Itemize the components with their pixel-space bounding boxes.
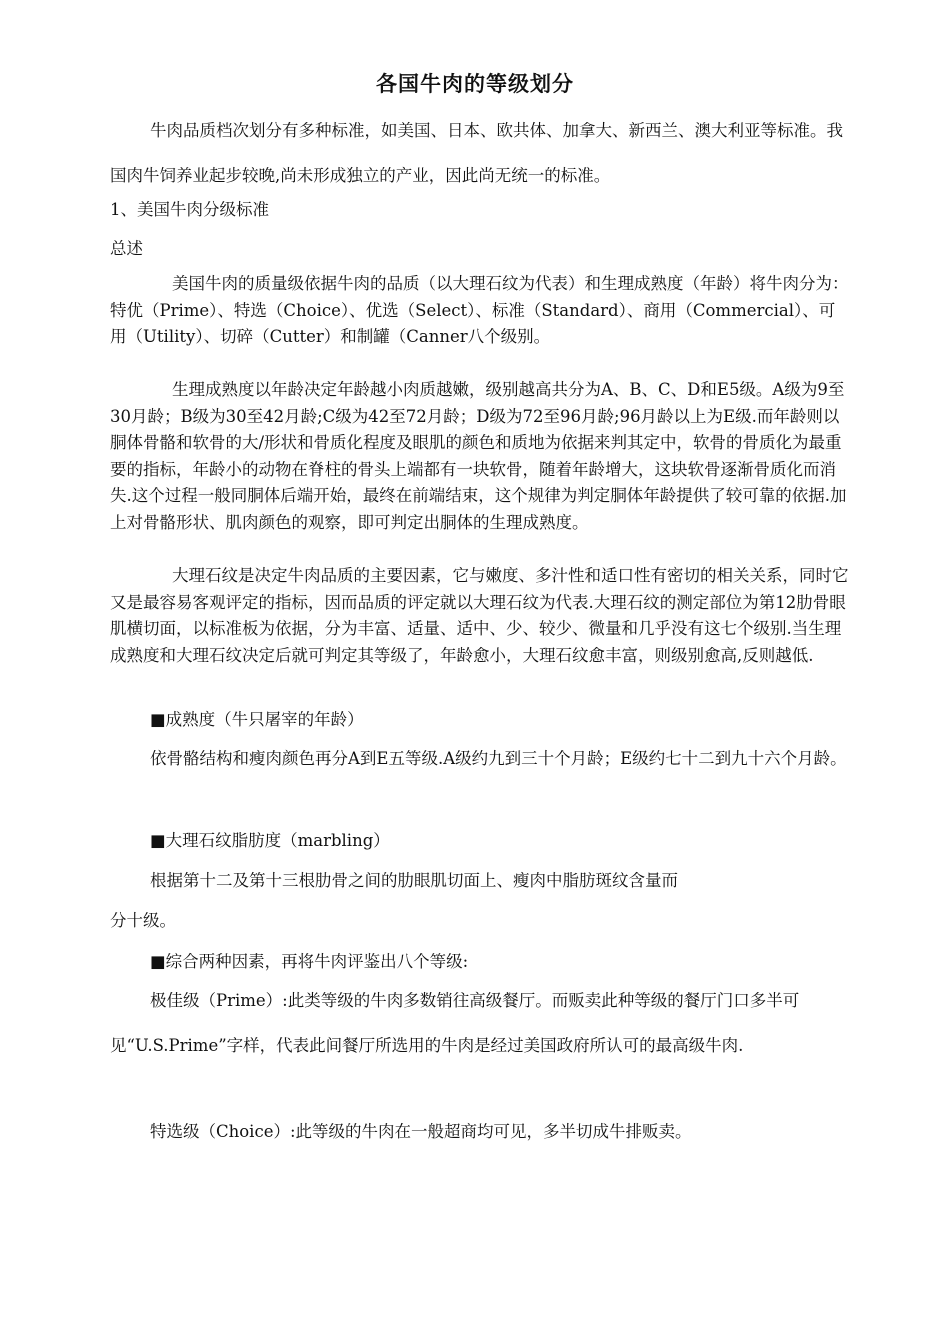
intro-paragraph: 牛肉品质档次划分有多种标准，如美国、日本、欧共体、加拿大、新西兰、澳大利亚等标准。我国肉牛饲养业起步较晚,尚未形成独立的产业，因此尚无统一的标准。	[110, 121, 843, 185]
maturity-detail: 依骨骼结构和瘦肉颜色再分A到E五等级.A级约九到三十个月龄；E级约七十二到九十六个月龄。	[150, 749, 847, 768]
prime-paragraph: 极佳级（Prime）:此类等级的牛肉多数销往高级餐厅。而贩卖此种等级的餐厅门口多半可见“U.S.Prime”字样，代表此间餐厅所选用的牛肉是经过美国政府所认可的最高级牛肉.	[110, 991, 800, 1055]
bullet-maturity: ■成熟度（牛只屠宰的年龄）	[150, 710, 364, 729]
grades-paragraph: 美国牛肉的质量级依据牛肉的品质（以大理石纹为代表）和生理成熟度（年龄）将牛肉分为：特优（Prime）、特选（Choice）、优选（Select）、标准（Standard）、商用（Commercial）、可用（Utility）、切碎（Cutter）和制罐（Canner八个级别。	[110, 274, 849, 346]
maturity-paragraph: 生理成熟度以年龄决定年龄越小肉质越嫩，级别越高共分为A、B、C、D和E5级。A级为9至30月龄；B级为30至42月龄;C级为42至72月龄；D级为72至96月龄;96月龄以上为E级.而年龄则以胴体骨骼和软骨的大/形状和骨质化程度及眼肌的颜色和质地为依据来判其定中，软骨的骨质化为最重要的指标，年龄小的动物在脊柱的骨头上端都有一块软骨，随着年龄增大，这块软骨逐渐骨质化而消失.这个过程一般同胴体后端开始，最终在前端结束，这个规律为判定胴体年龄提供了较可靠的依据.加上对骨骼形状、肌肉颜色的观察，即可判定出胴体的生理成熟度。	[110, 380, 847, 532]
section-heading: 1、美国牛肉分级标准	[110, 200, 269, 219]
marbling-paragraph: 大理石纹是决定牛肉品质的主要因素，它与嫩度、多汁性和适口性有密切的相关关系，同时它又是最容易客观评定的指标，因而品质的评定就以大理石纹为代表.大理石纹的测定部位为第12肋骨眼肌横切面，以标准板为依据，分为丰富、适量、适中、少、较少、微量和几乎没有这七个级别.当生理成熟度和大理石纹决定后就可判定其等级了，年龄愈小，大理石纹愈丰富，则级别愈高,反则越低.	[110, 566, 849, 665]
marbling-detail-line1: 根据第十二及第十三根肋骨之间的肋眼肌切面上、瘦肉中脂肪斑纹含量而	[150, 871, 678, 890]
bullet-marbling: ■大理石纹脂肪度（marbling）	[150, 831, 390, 850]
document-title: 各国牛肉的等级划分	[376, 72, 574, 96]
overview-label: 总述	[110, 239, 143, 258]
marbling-detail-line2: 分十级。	[110, 911, 176, 930]
choice-paragraph: 特选级（Choice）:此等级的牛肉在一般超商均可见，多半切成牛排贩卖。	[150, 1122, 692, 1141]
bullet-combined: ■综合两种因素，再将牛肉评鉴出八个等级:	[150, 952, 469, 971]
